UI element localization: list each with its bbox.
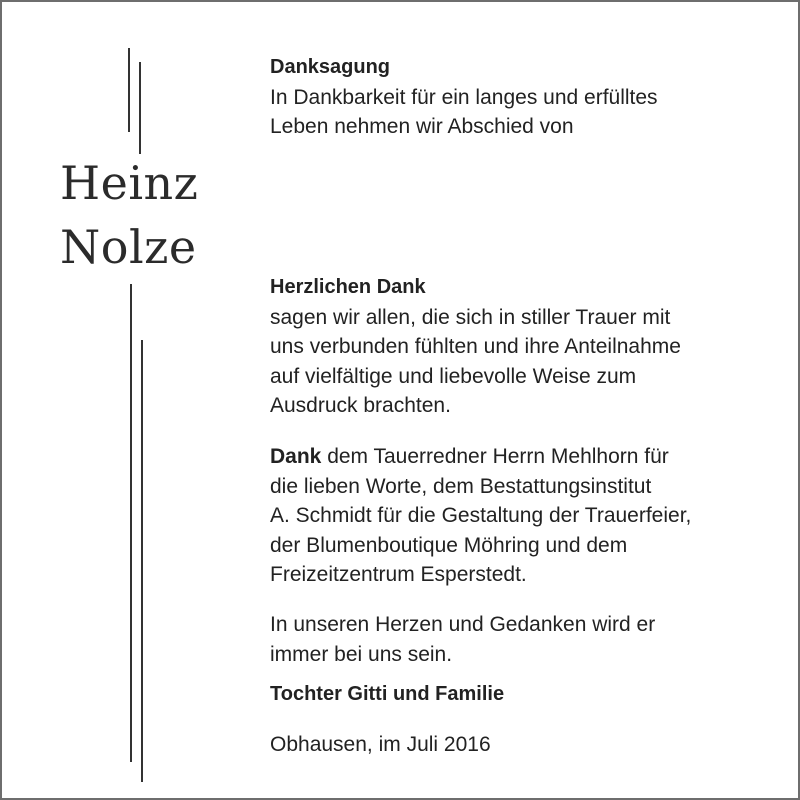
thanks-line-3: auf vielfältige und liebevolle Weise zum <box>270 364 637 388</box>
thanks-line-4: Ausdruck brachten. <box>270 394 451 417</box>
intro-block <box>270 53 770 142</box>
memory-line-2: immer bei uns sein. <box>270 642 453 666</box>
deceased-first-name: Heinz <box>60 156 199 210</box>
decorative-line-top-right <box>139 62 141 154</box>
dank-line-1 <box>270 442 770 472</box>
dank-line-5: Freizeitzentrum Esperstedt. <box>270 563 527 586</box>
thanks-block <box>270 273 770 421</box>
dank-line-2: die lieben Worte, dem Bestattungsinstitut <box>270 474 652 498</box>
thanks-heading: Herzlichen Dank <box>270 276 426 298</box>
place-date: Obhausen, im Juli 2016 <box>270 733 491 756</box>
memory-line-1: In unseren Herzen und Gedanken wird er <box>270 613 656 636</box>
dank-line-4: der Blumenboutique Möhring und dem <box>270 533 628 557</box>
intro-line-1: In Dankbarkeit für ein langes und erfülltes <box>270 85 658 109</box>
dank-line-1-rest: dem Tauerredner Herrn Mehlhorn für <box>321 445 669 468</box>
memory-block <box>270 610 770 669</box>
thanks-line-1: sagen wir allen, die sich in stiller Trauer mit <box>270 305 671 329</box>
decorative-line-bottom-left <box>130 284 132 762</box>
signature: Tochter Gitti und Familie <box>270 683 505 705</box>
dank-line-3: A. Schmidt für die Gestaltung der Trauerfeier, <box>270 504 692 527</box>
dank-block <box>270 442 770 590</box>
decorative-line-top-left <box>128 48 130 132</box>
dank-bold-word: Dank <box>270 445 322 468</box>
decorative-line-bottom-right <box>141 340 143 782</box>
thanks-line-2: uns verbunden fühlten und ihre Anteilnahme <box>270 335 681 358</box>
intro-heading: Danksagung <box>270 56 391 78</box>
intro-line-2: Leben nehmen wir Abschied von <box>270 115 574 138</box>
deceased-last-name: Nolze <box>60 220 197 274</box>
